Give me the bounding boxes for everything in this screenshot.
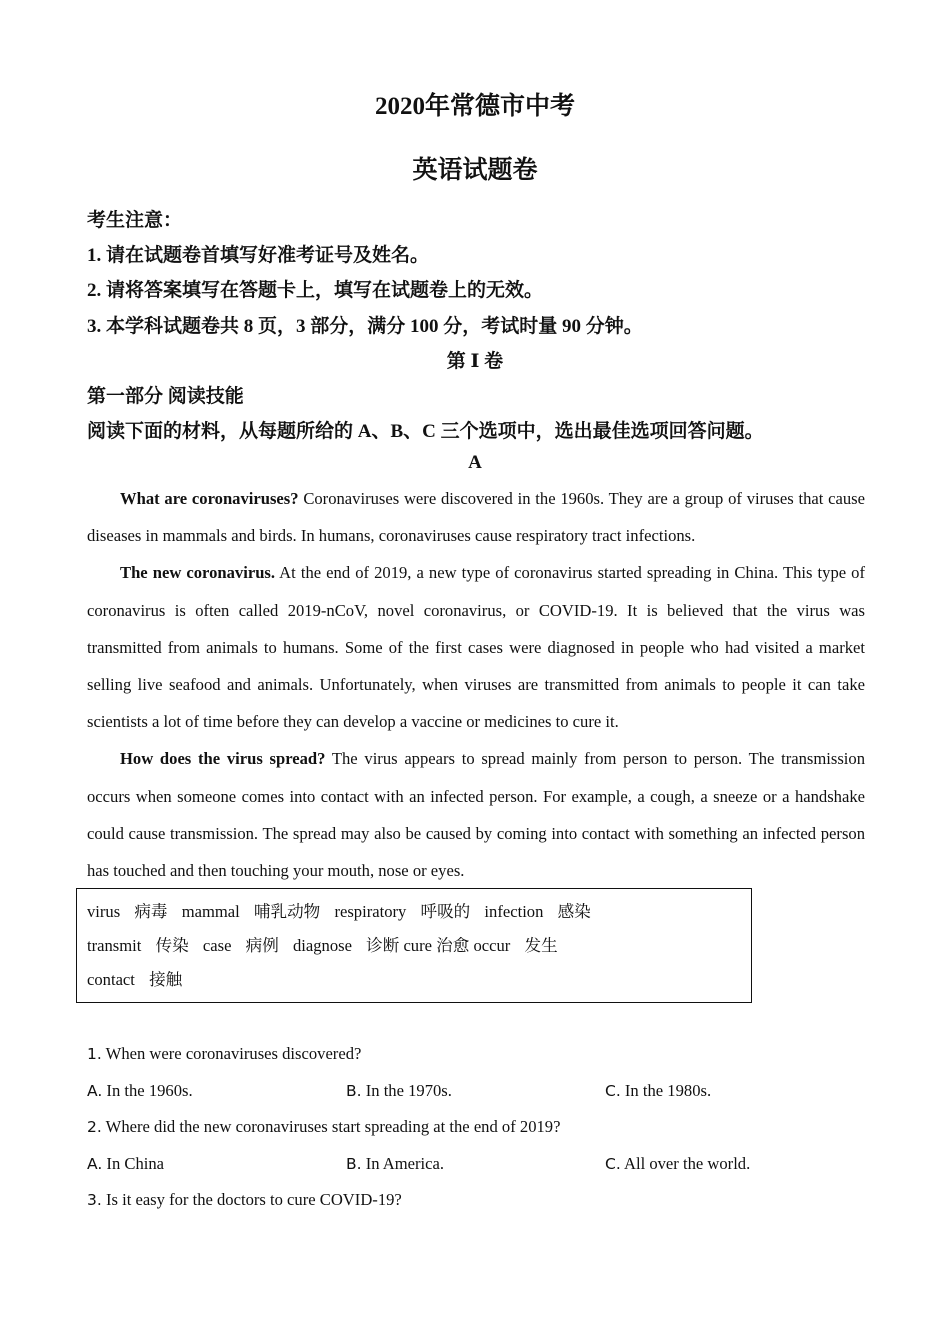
vocab-meaning: 传染 (155, 936, 189, 955)
section-label: A (468, 452, 482, 473)
vocab-meaning: 诊断 cure 治愈 occur (366, 936, 511, 955)
passage-paragraph (87, 554, 865, 740)
exam-title: 2020年常德市中考 (374, 93, 575, 120)
question-2 (87, 1117, 560, 1137)
question-3 (87, 1190, 402, 1210)
passage-paragraph (87, 480, 865, 554)
instructions: 阅读下面的材料，从每题所给的 A、B、C 三个选项中，选出最佳选项回答问题。 (87, 421, 764, 442)
option-letter: A. (87, 1155, 103, 1173)
paragraph-text: At the end of 2019, a new type of coronavirus started spreading in China. This type of coronavirus is often called 2019-nCoV, novel coronavirus, or COVID-19. It is believed that the virus was transmitted from animals to humans. Some of the first cases were diagnosed in people who had visited a market selling live seafood and animals. Unfortunately, when viruses are transmitted from animals to people it can take scientists a lot of time before they can develop a vaccine or medicines to cure it. (87, 563, 865, 732)
vocab-meaning: 病毒 (134, 902, 168, 921)
vocab-meaning: 病例 (245, 936, 279, 955)
passage-paragraph (87, 740, 865, 889)
paragraph-lead: The new coronavirus. (120, 563, 276, 583)
vocab-meaning: 呼吸的 (420, 902, 471, 921)
option-text: In the 1960s. (106, 1081, 193, 1100)
notice-item-1: 1. 请在试题卷首填写好准考证号及姓名。 (87, 245, 430, 266)
question-number: 2. (87, 1118, 102, 1136)
option-text: In China (106, 1154, 165, 1173)
vocab-meaning: 哺乳动物 (253, 902, 321, 921)
option-a[interactable] (87, 1154, 164, 1174)
paragraph-lead: What are coronaviruses? (120, 489, 299, 508)
exam-subtitle: 英语试题卷 (412, 157, 538, 184)
paragraph-text: The virus appears to spread mainly from person to person. The transmission occurs when someone comes into contact with an infected person. For example, a cough, a sneeze or a handshake could cause transmission. The spread may also be caused by coming into contact with something an infected person has touched and then touching your mouth, nose or eyes. (87, 749, 865, 881)
paragraph-text: Coronaviruses were discovered in the 1960s. They are a group of viruses that cause diseases in mammals and birds. In humans, coronaviruses cause respiratory tract infections. (87, 489, 865, 546)
option-c[interactable] (605, 1154, 750, 1174)
vocab-word: virus (87, 902, 121, 921)
vocabulary-row (87, 932, 568, 956)
option-text: In the 1980s. (624, 1081, 712, 1100)
vocab-word: diagnose (292, 936, 352, 955)
vocabulary-row (87, 898, 601, 922)
question-text: Where did the new coronaviruses start spreading at the end of 2019? (105, 1117, 561, 1136)
option-text: All over the world. (623, 1154, 751, 1173)
option-letter: B. (346, 1082, 362, 1100)
reading-passage (87, 480, 865, 889)
vocab-meaning: 接触 (149, 970, 183, 989)
vocabulary-row (87, 966, 192, 990)
vocab-meaning: 发生 (524, 936, 558, 955)
option-c[interactable] (605, 1081, 711, 1101)
vocab-word: case (202, 936, 232, 955)
notice-heading: 考生注意： (87, 210, 183, 231)
volume-label: 第 Ⅰ 卷 (446, 351, 504, 372)
vocab-word: transmit (87, 936, 142, 955)
question-text: When were coronaviruses discovered? (105, 1044, 362, 1063)
option-letter: C. (605, 1082, 621, 1100)
option-b[interactable] (346, 1081, 452, 1101)
option-letter: A. (87, 1082, 103, 1100)
option-text: In the 1970s. (365, 1081, 452, 1100)
notice-item-3: 3. 本学科试题卷共 8 页，3 部分，满分 100 分，考试时量 90 分钟。 (87, 316, 643, 337)
option-b[interactable] (346, 1154, 444, 1174)
vocabulary-box (76, 888, 752, 1003)
question-text: Is it easy for the doctors to cure COVID-19? (105, 1190, 402, 1209)
option-a[interactable] (87, 1081, 193, 1101)
question-number: 1. (87, 1045, 102, 1063)
vocab-meaning: 感染 (557, 902, 591, 921)
vocab-word: contact (87, 970, 135, 989)
vocab-word: mammal (181, 902, 240, 921)
notice-item-2: 2. 请将答案填写在答题卡上，填写在试题卷上的无效。 (87, 280, 544, 301)
vocab-word: respiratory (334, 902, 407, 921)
paragraph-lead: How does the virus spread? (120, 749, 326, 769)
part-heading: 第一部分 阅读技能 (87, 386, 244, 407)
option-letter: B. (346, 1155, 362, 1173)
option-letter: C. (605, 1155, 621, 1173)
question-1 (87, 1044, 361, 1064)
question-number: 3. (87, 1191, 102, 1209)
option-text: In America. (365, 1154, 445, 1173)
vocab-word: infection (484, 902, 544, 921)
